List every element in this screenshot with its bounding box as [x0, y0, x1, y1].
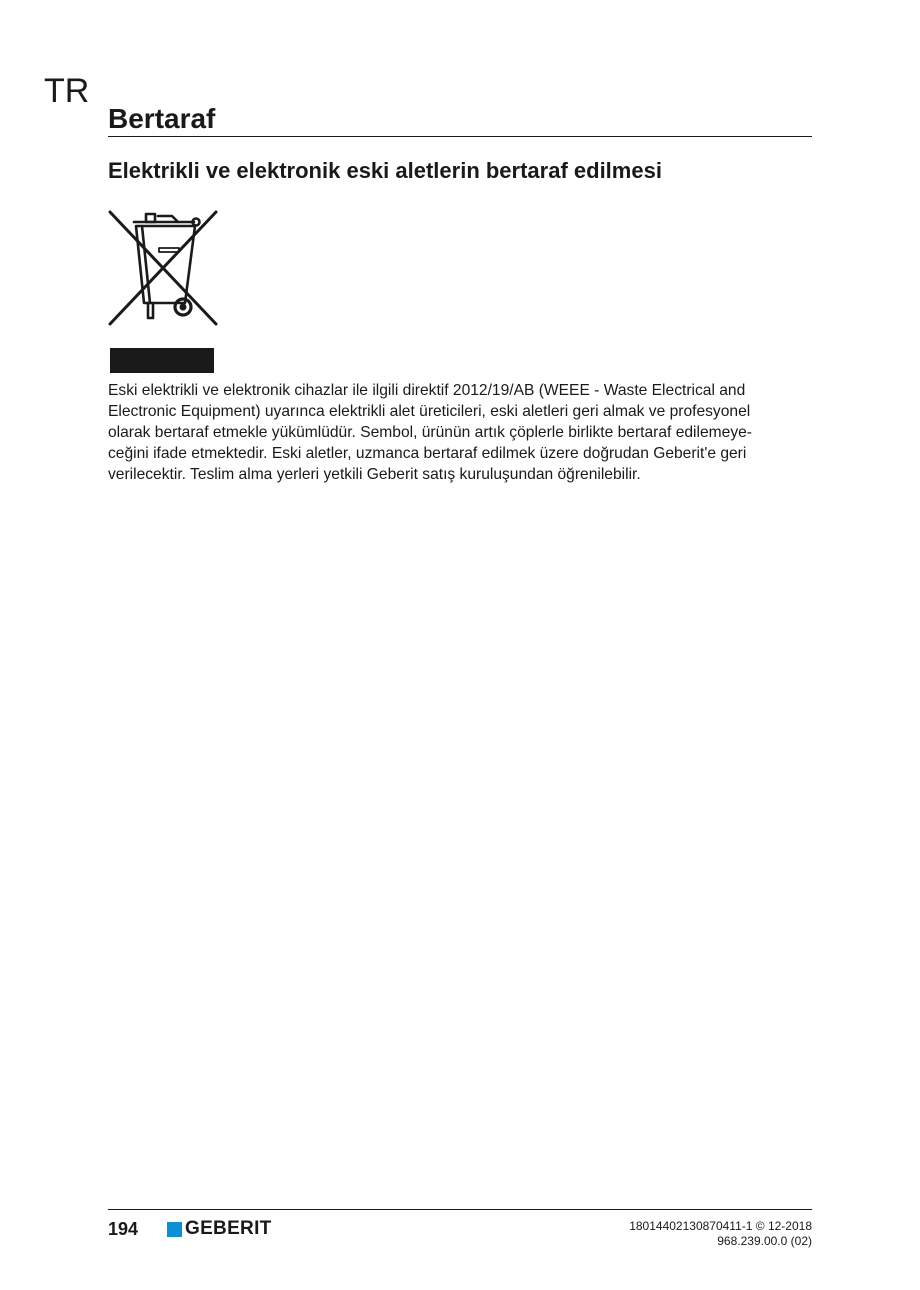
body-line: Electronic Equipment) uyarınca elektrikli alet üreticileri, eski aletleri geri almak ve profesyonel — [108, 403, 751, 420]
body-line: olarak bertaraf etmekle yükümlüdür. Sembol, ürünün artık çöplerle birlikte bertaraf edilemeye- — [108, 424, 752, 441]
weee-symbol — [106, 208, 220, 328]
footer-divider — [108, 1209, 812, 1210]
article-number: 968.239.00.0 (02) — [717, 1234, 812, 1248]
body-line: verilecektir. Teslim alma yerleri yetkili Geberit satış kuruluşundan öğrenilebilir. — [108, 466, 641, 483]
section-title: Bertaraf — [108, 103, 216, 134]
brand-square-icon — [167, 1222, 182, 1237]
brand-logo — [167, 1218, 272, 1240]
brand-name: GEBERIT — [185, 1218, 272, 1239]
body-line: Eski elektrikli ve elektronik cihazlar ile ilgili direktif 2012/19/AB (WEEE - Waste Electrical and — [108, 382, 746, 399]
language-code: TR — [44, 72, 90, 110]
title-divider — [108, 136, 812, 137]
body-line: ceğini ifade etmektedir. Eski aletler, uzmanca bertaraf edilmek üzere doğrudan Geberit'e geri — [108, 445, 747, 462]
document-id: 18014402130870411-1 © 12-2018 — [629, 1219, 812, 1233]
body-paragraph — [108, 380, 808, 485]
subsection-title: Elektrikli ve elektronik eski aletlerin bertaraf edilmesi — [108, 158, 662, 183]
document-meta — [629, 1219, 812, 1249]
page-number: 194 — [108, 1219, 139, 1239]
black-bar — [110, 348, 214, 373]
crossed-out-wheelie-bin-icon — [106, 208, 220, 328]
